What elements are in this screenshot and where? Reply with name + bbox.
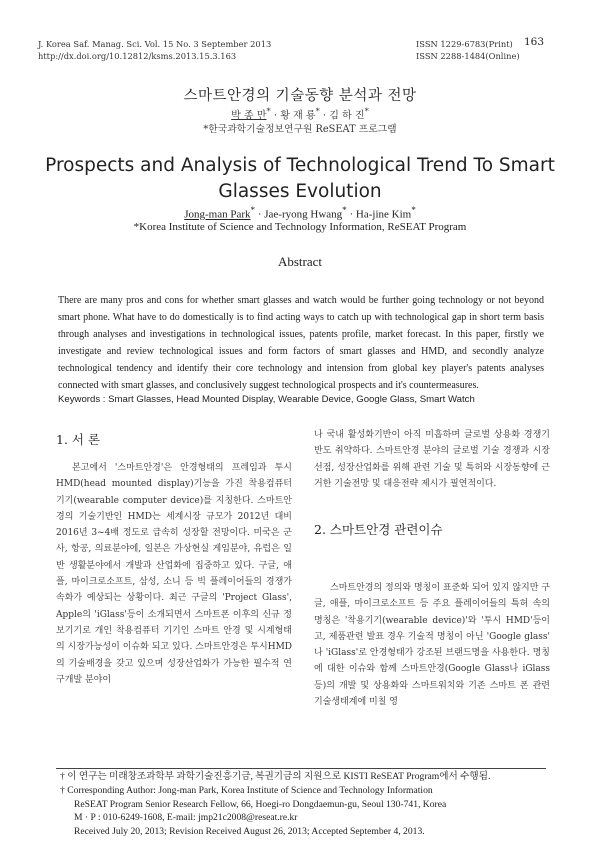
english-affiliation: *Korea Institute of Science and Technology Information, ReSEAT Program bbox=[133, 221, 467, 233]
journal-line: J. Korea Saf. Manag. Sci. Vol. 15 No. 3 September 2013 bbox=[38, 39, 272, 49]
section-2-body bbox=[314, 580, 550, 710]
abstract-heading: Abstract bbox=[277, 254, 323, 269]
english-authors bbox=[0, 205, 600, 221]
english-title-line-2: Glasses Evolution bbox=[218, 181, 382, 202]
english-title bbox=[0, 153, 600, 205]
author-separator: · bbox=[255, 208, 265, 221]
korean-author-2: 황 재 룡 bbox=[280, 110, 316, 122]
korean-affiliation: *한국과학기술정보연구원 ReSEAT 프로그램 bbox=[203, 124, 397, 135]
english-title-line-1: Prospects and Analysis of Technological Trend To Smart bbox=[45, 155, 555, 176]
author-separator: · bbox=[346, 208, 356, 221]
footnotes bbox=[60, 770, 546, 839]
column-2-continued bbox=[314, 427, 550, 492]
english-author-2-mark: * bbox=[342, 205, 347, 215]
english-author-3-mark: * bbox=[411, 205, 416, 215]
keywords: Keywords : Smart Glasses, Head Mounted Display, Wearable Device, Google Glass, Smart Watch bbox=[58, 394, 475, 405]
author-separator: · bbox=[319, 110, 330, 122]
author-address: ReSEAT Program Senior Research Fellow, 66, Hoegi-ro Dongdaemun-gu, Seoul 130-741, Korea bbox=[74, 798, 447, 810]
abstract-text: There are many pros and cons for whether smart glasses and watch would be further going technology or not beyond smart phone. What have to do domestically is to find acting ways to catch up with technological gap in short term basis through analyses and investigations in technological issues, patents profile, market forecast. In this paper, firstly we investigate and review technological issues and form factors of smart glasses and HMD, and secondly analyze technological tendency and identify their core technology and intension from global key player's patents analyses connected with smart glasses, and conclusively suggest technological prospects and it's countermeasures. bbox=[58, 295, 544, 391]
funding-footnote: † 이 연구는 미래창조과학부 과학기술진흥기금, 복권기금의 지원으로 KISTI ReSEAT Program에서 수행됨. bbox=[60, 771, 491, 782]
issn-print: ISSN 1229-6783(Print) bbox=[416, 39, 513, 49]
korean-authors bbox=[0, 106, 600, 121]
page-number: 163 bbox=[524, 36, 545, 48]
paragraph: 본고에서 '스마트안경'은 안경형태의 프레임과 투시 HMD(head mounted display)기능을 가진 착용컴퓨터 기기(wearable computer device)를 지칭한다. 스마트안경의 기술기반인 HMD는 세계시장 규모가 2012년 대비 2016년 3~4배 정도로 급속히 성장할 전망이다. 미국은 군사, 항공, 의료분야에, 일본은 가상현실 게임분야, 유럽은 일반 생활분야에서 개발과 산업화에 집중하고 있다. 구글, 애플, 마이크로소프트, 삼성, 소니 등 빅 플레이어들의 경쟁가속화가 예상되는 상황이다. 최근 구글의 'Project Glass', Apple의 'iGlass'등이 소개되면서 스마트폰 이후의 신규 정보기기로 개인 착용컴퓨터 기기인 스마트 안경 및 시계형태의 시장가능성이 이슈화 되고 있다. 스마트안경은 투시HMD의 기술배경을 갖고 있으며 성장산업화가 가능한 필수적 연구개발 분야이 bbox=[56, 463, 292, 685]
author-contact: M · P : 010-6249-1608, E-mail: jmp21c2008@reseat.re.kr bbox=[74, 812, 298, 824]
korean-author-2-mark: * bbox=[315, 106, 320, 116]
received-dates: Received July 20, 2013; Revision Received August 26, 2013; Accepted September 4, 2013. bbox=[74, 826, 425, 838]
author-separator: · bbox=[270, 110, 281, 122]
english-author-1: Jong-man Park bbox=[184, 208, 251, 221]
korean-author-1-mark: * bbox=[266, 106, 271, 116]
korean-author-3-mark: * bbox=[364, 106, 369, 116]
english-author-3: Ha-jine Kim bbox=[355, 208, 412, 221]
korean-title: 스마트안경의 기술동향 분석과 전망 bbox=[183, 88, 417, 104]
paragraph: 스마트안경의 정의와 명칭이 표준화 되어 있지 않지만 구글, 애플, 마이크로소프트 등 주요 플레이어들의 특허 속의 명칭은 '착용기기(wearable device)'와 '투시 HMD'등이고, 제품관련 발표 경우 기술적 명칭이 아닌 'Google glass' 나 'iGlass'로 안경형태가 강조된 브랜드명을 사용한다. 명칭에 대한 이슈와 함께 스마트안경(Google Glass나 iGlass 등)의 개발 및 상용화와 스마트워치와 기존 스마트 폰 관련 기술생태계에 미칠 영 bbox=[314, 583, 550, 708]
korean-author-3: 김 하 진 bbox=[329, 110, 365, 122]
english-author-2: Jae-ryong Hwang bbox=[264, 208, 343, 221]
section-1-heading: 1. 서 론 bbox=[56, 432, 101, 447]
paragraph: 나 국내 활성화기반이 아직 미흡하며 글로벌 상용화 경쟁기반도 취약하다. 스마트안경 분야의 글로벌 기술 경쟁과 시장선점, 성장산업화를 위해 관련 기술 및 특허와 시장동향에 근거한 기술전망 및 대응전략 제시가 필연적이다. bbox=[314, 430, 550, 489]
corresponding-author-footnote: † Corresponding Author: Jong-man Park, Korea Institute of Science and Technology Information bbox=[60, 784, 433, 796]
journal-citation bbox=[38, 38, 271, 62]
english-author-1-mark: * bbox=[250, 205, 256, 215]
section-2-heading: 2. 스마트안경 관련이슈 bbox=[314, 522, 443, 537]
section-1-body bbox=[56, 460, 292, 688]
korean-author-1: 박 종 만 bbox=[231, 110, 267, 122]
footnote-divider bbox=[56, 768, 546, 769]
issn-block bbox=[416, 38, 520, 62]
issn-online: ISSN 2288-1484(Online) bbox=[416, 51, 520, 61]
doi-link[interactable]: http://dx.doi.org/10.12812/ksms.2013.15.3.163 bbox=[38, 51, 237, 61]
